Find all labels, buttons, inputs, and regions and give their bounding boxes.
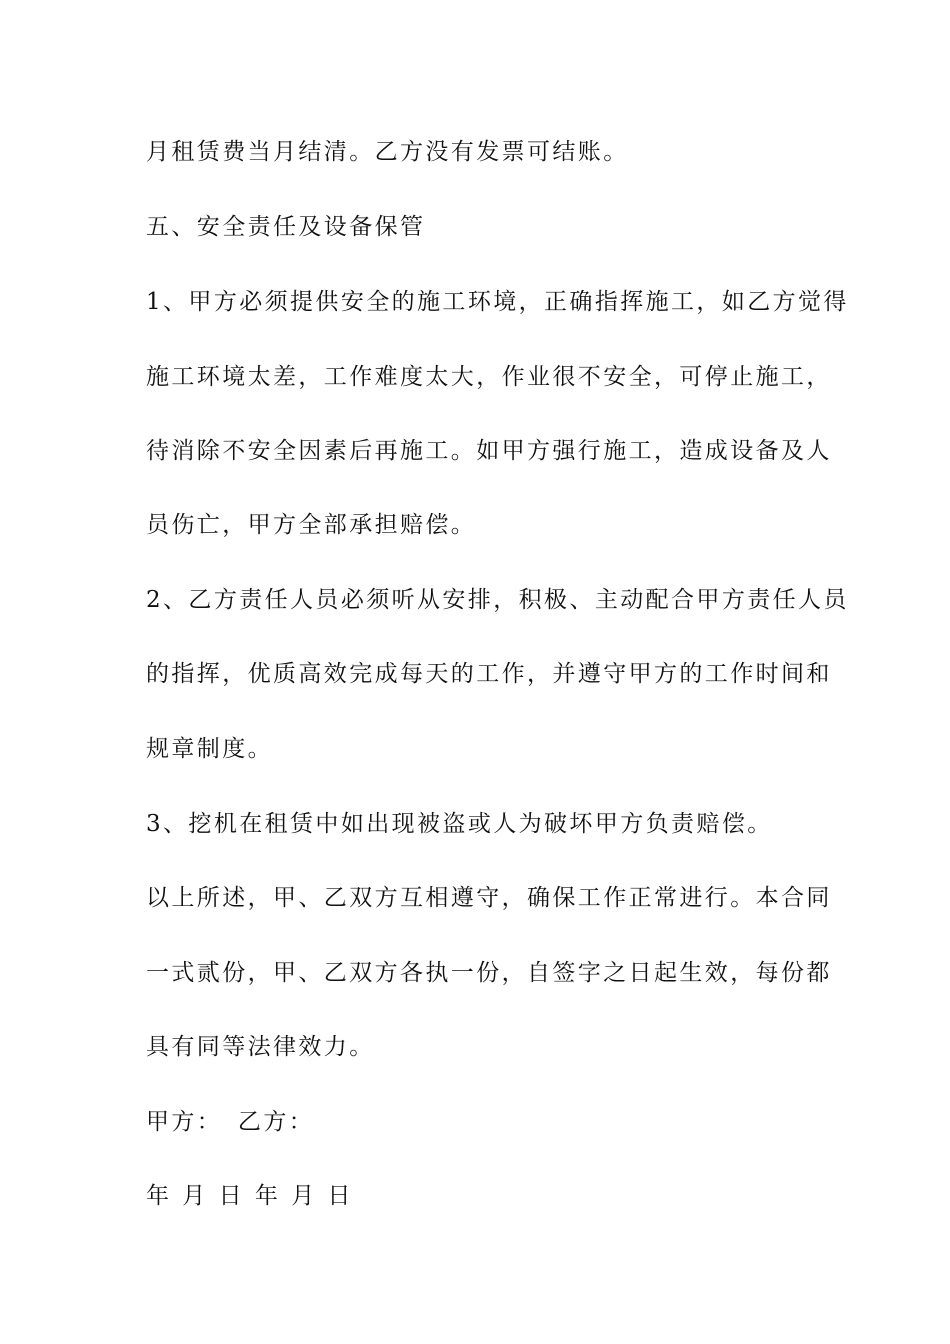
clause-1-line-3: 待消除不安全因素后再施工。如甲方强行施工，造成设备及人 xyxy=(146,438,832,464)
clause-1-line-4: 员伤亡，甲方全部承担赔偿。 xyxy=(146,512,477,538)
section-heading-5: 五、安全责任及设备保管 xyxy=(146,214,426,240)
closing-line-1: 以上所述，甲、乙双方互相遵守，确保工作正常进行。本合同 xyxy=(146,885,832,911)
clause-3-line-1: 3、挖机在租赁中如出现被盗或人为破坏甲方负责赔偿。 xyxy=(146,811,773,837)
party-b-label: 乙方： xyxy=(237,1109,315,1135)
clause-1-line-2: 施工环境太差，工作难度太大，作业很不安全，可停止施工， xyxy=(146,364,832,390)
date-line: 年 月 日 年 月 日 xyxy=(146,1183,354,1209)
paragraph-line-1: 月租赁费当月结清。乙方没有发票可结账。 xyxy=(146,139,629,165)
closing-line-3: 具有同等法律效力。 xyxy=(146,1034,375,1060)
clause-1-line-1: 1、甲方必须提供安全的施工环境，正确指挥施工，如乙方觉得 xyxy=(146,289,849,315)
signature-line xyxy=(146,1107,826,1137)
clause-2-line-1: 2、乙方责任人员必须听从安排，积极、主动配合甲方责任人员 xyxy=(146,587,849,613)
party-a-label: 甲方： xyxy=(146,1109,223,1135)
clause-2-line-2: 的指挥，优质高效完成每天的工作，并遵守甲方的工作时间和 xyxy=(146,661,832,687)
clause-2-line-3: 规章制度。 xyxy=(146,736,273,762)
closing-line-2: 一式贰份，甲、乙双方各执一份，自签字之日起生效，每份都 xyxy=(146,960,832,986)
